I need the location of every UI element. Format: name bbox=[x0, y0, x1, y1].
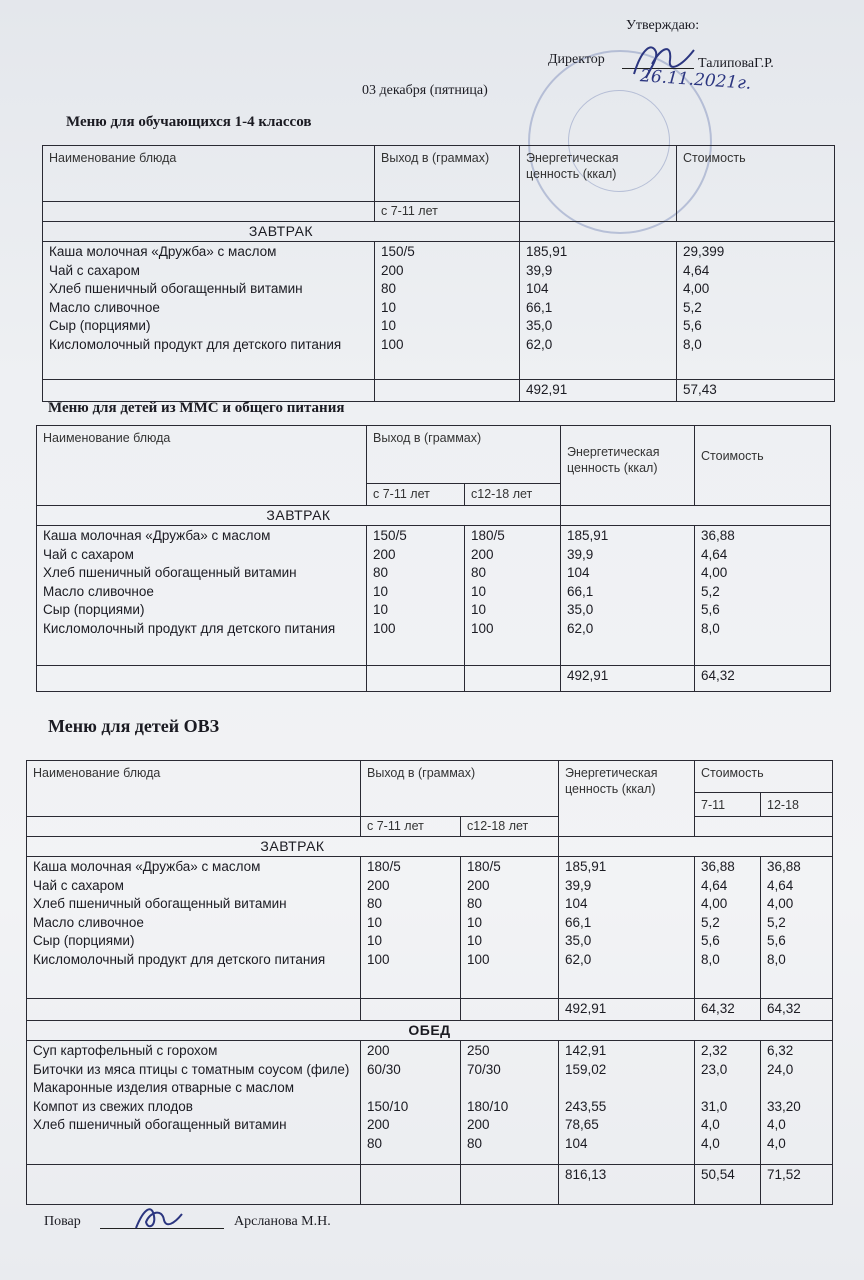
cost-value: 4,00 bbox=[701, 896, 728, 911]
menu3-cost-age1: 7-11 bbox=[695, 793, 761, 817]
cost-value: 31,0 bbox=[701, 1098, 728, 1114]
menu2-title: Меню для детей из ММС и общего питания bbox=[48, 400, 345, 416]
yield-value: 80 bbox=[467, 1135, 483, 1151]
yield-value: 200 bbox=[367, 1043, 390, 1058]
menu1-items bbox=[43, 242, 375, 380]
menu3-section-breakfast: ЗАВТРАК bbox=[27, 837, 559, 857]
menu1-col-energy: Энергетическая ценность (ккал) bbox=[520, 146, 677, 222]
menu3-age1: с 7-11 лет bbox=[361, 817, 461, 837]
cost-value: 4,64 bbox=[701, 546, 728, 562]
approve-label: Утверждаю: bbox=[626, 18, 700, 33]
menu3-lunch-energy bbox=[559, 1041, 695, 1165]
list-item: Сыр (порциями) bbox=[33, 933, 135, 948]
cost-value: 4,64 bbox=[701, 877, 728, 893]
cost-value: 8,0 bbox=[767, 951, 786, 967]
menu3-breakfast-total-cost2: 64,32 bbox=[761, 999, 833, 1021]
menu3-cost-age2: 12-18 bbox=[761, 793, 833, 817]
energy-value: 62,0 bbox=[565, 951, 592, 967]
yield-value: 100 bbox=[381, 336, 404, 352]
cost-value: 5,2 bbox=[701, 914, 720, 930]
energy-value: 39,9 bbox=[567, 546, 594, 562]
list-item: Каша молочная «Дружба» с маслом bbox=[49, 244, 277, 259]
menu2-col-name: Наименование блюда bbox=[37, 426, 367, 506]
menu3-breakfast-energy bbox=[559, 857, 695, 999]
menu2-col-yield: Выход в (граммах) bbox=[367, 426, 561, 484]
energy-value: 104 bbox=[526, 281, 549, 296]
yield-value: 80 bbox=[373, 565, 389, 580]
menu1-energy bbox=[520, 242, 677, 380]
list-item: Биточки из мяса птицы с томатным соусом (филе) bbox=[33, 1061, 350, 1077]
list-item: Масло сливочное bbox=[43, 583, 154, 599]
yield-value: 10 bbox=[471, 583, 487, 599]
cost-value: 5,2 bbox=[767, 914, 786, 930]
menu3-breakfast-items bbox=[27, 857, 361, 999]
cost-value: 8,0 bbox=[701, 620, 720, 636]
yield-value: 10 bbox=[467, 933, 483, 948]
menu3-lunch-total-energy: 816,13 bbox=[559, 1165, 695, 1205]
list-item: Чай с сахаром bbox=[33, 877, 124, 893]
cost-value: 4,64 bbox=[683, 262, 710, 278]
menu3-title: Меню для детей ОВЗ bbox=[48, 716, 220, 736]
menu1-cost bbox=[677, 242, 835, 380]
energy-value: 66,1 bbox=[526, 299, 553, 315]
menu2-yields1 bbox=[367, 526, 465, 666]
menu1-col-yield: Выход в (граммах) bbox=[375, 146, 520, 202]
list-item: Чай с сахаром bbox=[43, 546, 134, 562]
cost-value: 5,2 bbox=[683, 299, 702, 315]
energy-value: 185,91 bbox=[526, 244, 568, 259]
director-name: ТалиповаГ.Р. bbox=[698, 56, 774, 71]
energy-value: 35,0 bbox=[565, 933, 592, 948]
menu3-lunch-total-cost2: 71,52 bbox=[761, 1165, 833, 1205]
yield-value: 200 bbox=[471, 546, 494, 562]
yield-value: 150/5 bbox=[373, 528, 407, 543]
list-item: Хлеб пшеничный обогащенный витамин bbox=[33, 1117, 287, 1132]
yield-value: 80 bbox=[381, 281, 397, 296]
menu2-section-breakfast: ЗАВТРАК bbox=[37, 506, 561, 526]
list-item: Суп картофельный с горохом bbox=[33, 1043, 218, 1058]
menu1-age: с 7-11 лет bbox=[375, 202, 520, 222]
list-item: Кисломолочный продукт для детского питания bbox=[33, 951, 326, 967]
cost-value: 36,88 bbox=[767, 859, 801, 874]
list-item: Хлеб пшеничный обогащенный витамин bbox=[33, 896, 287, 911]
energy-value: 62,0 bbox=[526, 336, 553, 352]
yield-value: 10 bbox=[381, 299, 397, 315]
yield-value: 80 bbox=[367, 1135, 383, 1151]
yield-value: 150/5 bbox=[381, 244, 415, 259]
yield-value: 250 bbox=[467, 1043, 490, 1058]
cost-value: 4,0 bbox=[701, 1135, 720, 1151]
list-item: Каша молочная «Дружба» с маслом bbox=[43, 528, 271, 543]
energy-value: 104 bbox=[567, 565, 590, 580]
menu2-cost bbox=[695, 526, 831, 666]
menu2-yields2 bbox=[465, 526, 561, 666]
yield-value: 200 bbox=[467, 877, 490, 893]
cost-value: 23,0 bbox=[701, 1061, 728, 1077]
menu2-table bbox=[36, 425, 831, 692]
menu3-breakfast-cost2 bbox=[761, 857, 833, 999]
yield-value: 180/5 bbox=[467, 859, 501, 874]
energy-value: 35,0 bbox=[526, 318, 553, 333]
cost-value: 8,0 bbox=[683, 336, 702, 352]
list-item: Кисломолочный продукт для детского питания bbox=[43, 620, 336, 636]
list-item: Сыр (порциями) bbox=[43, 602, 145, 617]
menu2-total-cost: 64,32 bbox=[695, 666, 831, 692]
yield-value: 10 bbox=[373, 583, 389, 599]
yield-value: 100 bbox=[367, 951, 390, 967]
yield-value: 200 bbox=[381, 262, 404, 278]
cost-value: 24,0 bbox=[767, 1061, 794, 1077]
menu3-lunch-yields2 bbox=[461, 1041, 559, 1165]
cost-value: 6,32 bbox=[767, 1043, 794, 1058]
cook-label: Повар bbox=[44, 1214, 81, 1229]
cost-value: 36,88 bbox=[701, 528, 735, 543]
list-item: Макаронные изделия отварные с маслом bbox=[33, 1080, 295, 1095]
director-label: Директор bbox=[548, 52, 605, 67]
yield-value: 10 bbox=[471, 602, 487, 617]
cost-value: 8,0 bbox=[701, 951, 720, 967]
cost-value: 5,6 bbox=[767, 933, 786, 948]
energy-value: 185,91 bbox=[565, 859, 607, 874]
yield-value: 10 bbox=[373, 602, 389, 617]
list-item: Масло сливочное bbox=[33, 914, 144, 930]
yield-value: 100 bbox=[467, 951, 490, 967]
cost-value: 4,64 bbox=[767, 877, 794, 893]
menu3-lunch-items bbox=[27, 1041, 361, 1165]
energy-value: 66,1 bbox=[565, 914, 592, 930]
cost-value: 33,20 bbox=[767, 1098, 801, 1114]
yield-value: 200 bbox=[373, 546, 396, 562]
cook-signature bbox=[128, 1200, 188, 1236]
yield-value: 200 bbox=[367, 1117, 390, 1132]
cost-value: 29,399 bbox=[683, 244, 725, 259]
menu2-total-energy: 492,91 bbox=[561, 666, 695, 692]
menu3-breakfast-cost1 bbox=[695, 857, 761, 999]
menu3-lunch-cost2 bbox=[761, 1041, 833, 1165]
yield-value: 70/30 bbox=[467, 1061, 501, 1077]
yield-value: 10 bbox=[367, 933, 383, 948]
cost-value: 5,6 bbox=[701, 933, 720, 948]
yield-value: 10 bbox=[367, 914, 383, 930]
menu1-yields bbox=[375, 242, 520, 380]
menu2-items bbox=[37, 526, 367, 666]
menu1-title: Меню для обучающихся 1-4 классов bbox=[66, 114, 312, 130]
yield-value: 10 bbox=[381, 318, 397, 333]
menu1-age-spacer bbox=[43, 202, 375, 222]
menu3-col-energy: Энергетическая ценность (ккал) bbox=[559, 761, 695, 837]
energy-value: 62,0 bbox=[567, 620, 594, 636]
menu3-breakfast-yields2 bbox=[461, 857, 559, 999]
menu2-energy bbox=[561, 526, 695, 666]
energy-value: 39,9 bbox=[526, 262, 553, 278]
menu2-age2: с12-18 лет bbox=[465, 484, 561, 506]
list-item: Масло сливочное bbox=[49, 299, 160, 315]
yield-value: 150/10 bbox=[367, 1098, 409, 1114]
menu1-section-breakfast: ЗАВТРАК bbox=[43, 222, 520, 242]
cost-value: 2,32 bbox=[701, 1043, 728, 1058]
cost-value: 4,0 bbox=[767, 1135, 786, 1151]
yield-value: 180/5 bbox=[471, 528, 505, 543]
menu3-age2: с12-18 лет bbox=[461, 817, 559, 837]
menu1-col-cost: Стоимость bbox=[677, 146, 835, 222]
energy-value: 243,55 bbox=[565, 1098, 607, 1114]
yield-value: 100 bbox=[373, 620, 396, 636]
energy-value: 142,91 bbox=[565, 1043, 607, 1058]
cost-value: 36,88 bbox=[701, 859, 735, 874]
menu3-breakfast-yields1 bbox=[361, 857, 461, 999]
list-item: Компот из свежих плодов bbox=[33, 1098, 193, 1114]
cost-value: 4,00 bbox=[683, 281, 710, 296]
menu3-lunch-cost1 bbox=[695, 1041, 761, 1165]
cook-name: Арсланова М.Н. bbox=[234, 1214, 331, 1229]
menu3-col-cost: Стоимость bbox=[695, 761, 833, 793]
energy-value: 35,0 bbox=[567, 602, 594, 617]
menu2-age1: с 7-11 лет bbox=[367, 484, 465, 506]
yield-value: 80 bbox=[367, 896, 383, 911]
energy-value: 104 bbox=[565, 896, 588, 911]
energy-value: 78,65 bbox=[565, 1117, 599, 1132]
list-item: Сыр (порциями) bbox=[49, 318, 151, 333]
menu3-table bbox=[26, 760, 833, 1205]
cost-value: 5,6 bbox=[701, 602, 720, 617]
yield-value: 180/5 bbox=[367, 859, 401, 874]
yield-value: 200 bbox=[367, 877, 390, 893]
menu1-total-energy: 492,91 bbox=[520, 380, 677, 402]
menu3-col-yield: Выход в (граммах) bbox=[361, 761, 559, 817]
energy-value: 159,02 bbox=[565, 1061, 607, 1077]
cost-value: 4,00 bbox=[767, 896, 794, 911]
menu3-col-name: Наименование блюда bbox=[27, 761, 361, 817]
menu3-breakfast-total-energy: 492,91 bbox=[559, 999, 695, 1021]
list-item: Кисломолочный продукт для детского питания bbox=[49, 336, 342, 352]
menu3-breakfast-total-cost1: 64,32 bbox=[695, 999, 761, 1021]
menu1-col-name: Наименование блюда bbox=[43, 146, 375, 202]
signature-date: 26.11.2021г. bbox=[639, 66, 752, 94]
menu-date: 03 декабря (пятница) bbox=[362, 83, 488, 98]
menu2-col-energy: Энергетическая ценность (ккал) bbox=[561, 426, 695, 506]
list-item: Хлеб пшеничный обогащенный витамин bbox=[49, 281, 303, 296]
cost-value: 5,6 bbox=[683, 318, 702, 333]
yield-value: 10 bbox=[467, 914, 483, 930]
menu3-lunch-yields1 bbox=[361, 1041, 461, 1165]
cost-value: 4,00 bbox=[701, 565, 728, 580]
energy-value: 104 bbox=[565, 1135, 588, 1151]
menu2-col-cost: Стоимость bbox=[695, 426, 831, 506]
list-item: Каша молочная «Дружба» с маслом bbox=[33, 859, 261, 874]
list-item: Хлеб пшеничный обогащенный витамин bbox=[43, 565, 297, 580]
yield-value: 180/10 bbox=[467, 1098, 509, 1114]
list-item: Чай с сахаром bbox=[49, 262, 140, 278]
menu1-table bbox=[42, 145, 835, 402]
cost-value: 4,0 bbox=[767, 1117, 786, 1132]
cost-value: 5,2 bbox=[701, 583, 720, 599]
menu1-total-cost: 57,43 bbox=[677, 380, 835, 402]
energy-value: 185,91 bbox=[567, 528, 609, 543]
menu3-section-lunch: ОБЕД bbox=[27, 1021, 833, 1041]
menu3-lunch-total-cost1: 50,54 bbox=[695, 1165, 761, 1205]
yield-value: 80 bbox=[467, 896, 483, 911]
yield-value: 60/30 bbox=[367, 1061, 401, 1077]
yield-value: 200 bbox=[467, 1117, 490, 1132]
energy-value: 66,1 bbox=[567, 583, 594, 599]
cost-value: 4,0 bbox=[701, 1117, 720, 1132]
yield-value: 100 bbox=[471, 620, 494, 636]
yield-value: 80 bbox=[471, 565, 487, 580]
energy-value: 39,9 bbox=[565, 877, 592, 893]
